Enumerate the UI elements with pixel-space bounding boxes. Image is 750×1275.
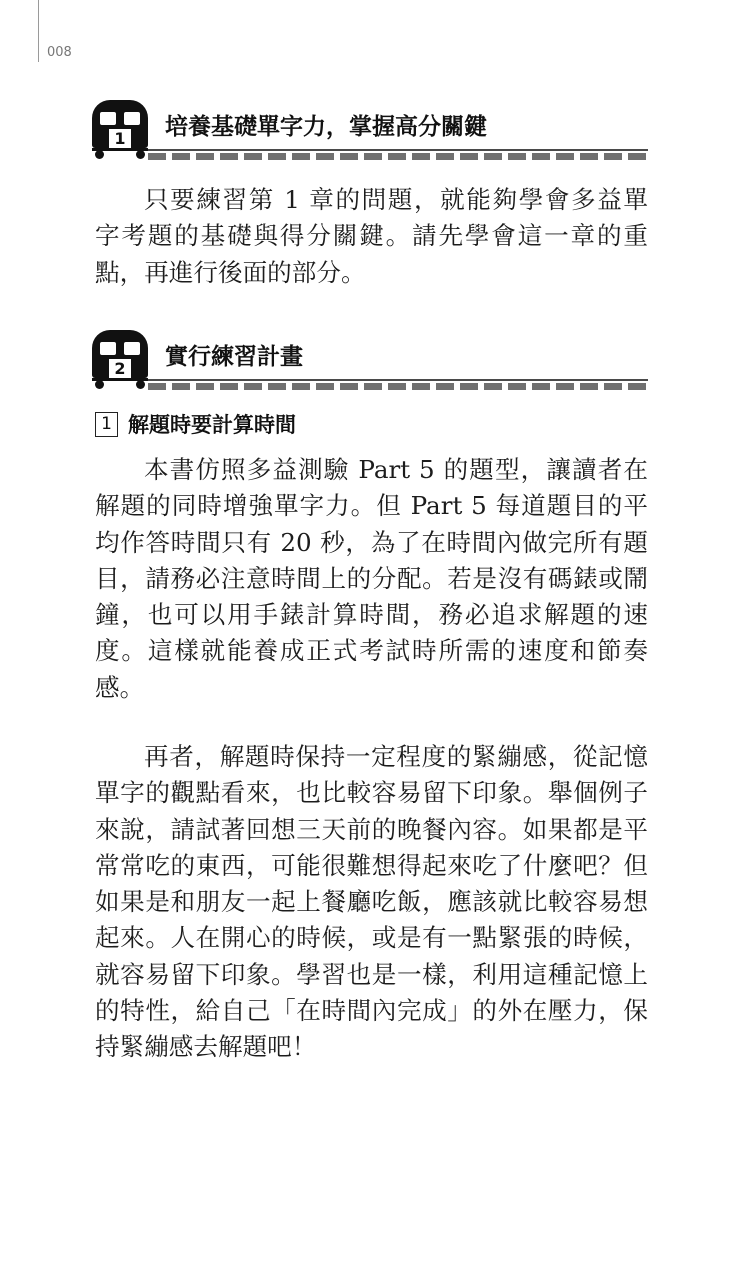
subsection-number-box: 1 — [95, 412, 118, 437]
paragraph-line: 點，再進行後面的部分。 — [95, 257, 366, 287]
intro-paragraph — [95, 182, 648, 291]
paragraph-line: 如果是和朋友一起上餐廳吃飯，應該就比較容易想 — [95, 887, 648, 917]
train-window — [100, 342, 116, 355]
paragraph-line: 單字的觀點看來，也比較容易留下印象。舉個例子 — [95, 778, 648, 808]
paragraph-line: 只要練習第 1 章的問題，就能夠學會多益單 — [144, 185, 648, 214]
train-wheel — [136, 380, 145, 389]
paragraph-line: 鐘，也可以用手錶計算時間，務必追求解題的速 — [95, 600, 648, 630]
section-number: 1 — [109, 129, 131, 148]
section-number: 2 — [109, 359, 131, 378]
train-wheel — [95, 150, 104, 159]
body-paragraph — [95, 452, 648, 706]
rail-divider — [148, 379, 648, 391]
page-edge-line — [38, 0, 39, 62]
subsection-title: 解題時要計算時間 — [128, 413, 296, 437]
train-wheel — [95, 380, 104, 389]
train-icon — [92, 330, 148, 378]
body-paragraph — [95, 739, 648, 1066]
paragraph-line: 就容易留下印象。學習也是一樣，利用這種記憶上 — [95, 959, 648, 989]
train-wheel — [136, 150, 145, 159]
paragraph-line: 目，請務必注意時間上的分配。若是沒有碼錶或鬧 — [95, 563, 648, 593]
paragraph-line: 常常吃的東西，可能很難想得起來吃了什麼吧？但 — [95, 850, 648, 880]
section-title: 實行練習計畫 — [165, 344, 303, 370]
paragraph-line: 解題的同時增強單字力。但 Part 5 每道題目的平 — [95, 491, 648, 521]
rail-divider — [148, 149, 648, 161]
paragraph-line: 來說，請試著回想三天前的晚餐內容。如果都是平 — [95, 814, 648, 844]
section-2-header — [88, 326, 650, 396]
section-title: 培養基礎單字力，掌握高分關鍵 — [165, 114, 487, 140]
paragraph-line: 的特性，給自己「在時間內完成」的外在壓力，保 — [95, 996, 648, 1026]
train-window — [124, 112, 140, 125]
paragraph-line: 字考題的基礎與得分關鍵。請先學會這一章的重 — [95, 221, 648, 251]
paragraph-line: 起來。人在開心的時候，或是有一點緊張的時候， — [95, 923, 648, 953]
paragraph-line: 感。 — [95, 672, 145, 702]
train-window — [100, 112, 116, 125]
paragraph-line: 均作答時間只有 20 秒，為了在時間內做完所有題 — [95, 527, 648, 557]
train-window — [124, 342, 140, 355]
train-icon — [92, 100, 148, 148]
paragraph-line: 再者，解題時保持一定程度的緊繃感，從記憶 — [144, 742, 648, 771]
section-1-header — [88, 96, 650, 166]
paragraph-line: 度。這樣就能養成正式考試時所需的速度和節奏 — [95, 636, 648, 666]
paragraph-line: 本書仿照多益測驗 Part 5 的題型，讓讀者在 — [144, 455, 648, 484]
page-number: 008 — [47, 45, 72, 60]
paragraph-line: 持緊繃感去解題吧！ — [95, 1032, 317, 1062]
